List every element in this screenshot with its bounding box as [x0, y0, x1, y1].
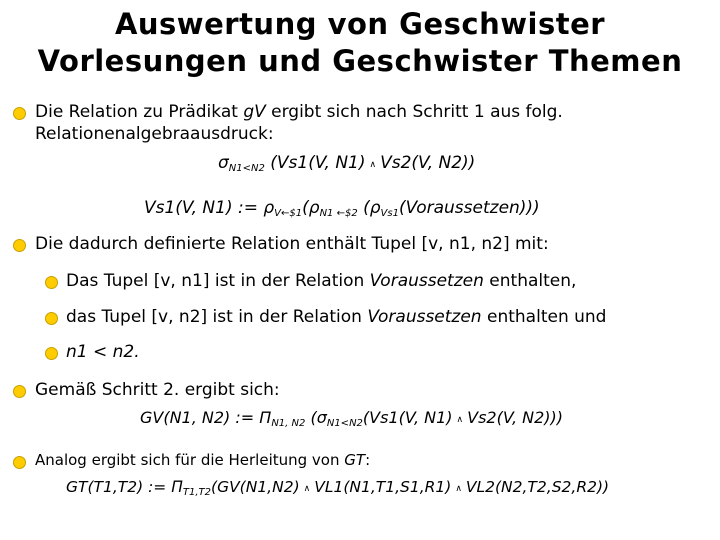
bullet-4-predicate: GT — [344, 451, 366, 469]
formula-4-lhs: GT(T1,T2) := — [66, 478, 167, 496]
title-line-2: Vorlesungen und Geschwister Themen — [37, 44, 683, 78]
bullet-4-icon — [13, 456, 26, 469]
sigma-symbol: σ — [316, 408, 327, 427]
rho-symbol: ρ — [263, 198, 275, 218]
and-operator: ∧ — [303, 484, 311, 494]
formula-projection-gt — [66, 478, 609, 498]
sub-bullet-1-icon — [45, 276, 58, 289]
paren: ( — [302, 198, 309, 218]
bullet-1-line2: Relationenalgebraausdruck: — [35, 124, 274, 144]
sigma-subscript: N1<N2 — [326, 418, 363, 429]
sub-bullet-1-part1: Das Tupel [v, n1] ist in der Relation — [66, 271, 365, 291]
slide-title — [0, 6, 720, 80]
bullet-1-icon — [13, 107, 26, 120]
title-line-1: Auswertung von Geschwister — [114, 7, 606, 41]
pi-subscript: N1, N2 — [271, 418, 306, 429]
formula-2-lhs: Vs1(V, N1) := — [144, 198, 258, 218]
rho-symbol: ρ — [369, 198, 381, 218]
bullet-3-icon — [13, 385, 26, 398]
rho-subscript: N1 ←$2 — [319, 208, 358, 219]
formula-4-vl2: VL2(N2,T2,S2,R2)) — [465, 478, 610, 496]
bullet-4-part1: Analog ergibt sich für die Herleitung von — [35, 451, 340, 469]
formula-2-end: (Voraussetzen))) — [398, 198, 540, 218]
bullet-3-text: Gemäß Schritt 2. ergibt sich: — [35, 380, 280, 400]
formula-4-vl1: VL1(N1,T1,S1,R1) — [314, 478, 452, 496]
paren: ( — [310, 408, 317, 427]
sub-bullet-1-text — [66, 270, 576, 292]
and-operator: ∧ — [369, 160, 377, 170]
sigma-symbol: σ — [218, 153, 229, 173]
bullet-1-text — [35, 101, 563, 123]
bullet-1-predicate: gV — [243, 102, 266, 122]
formula-3-right: Vs2(V, N2))) — [467, 408, 563, 427]
formula-projection-gv — [140, 408, 563, 429]
formula-4-gv: (GV(N1,N2) — [211, 478, 300, 496]
sub-bullet-1-part2: enthalten, — [489, 271, 577, 291]
formula-rename — [144, 198, 540, 219]
sub-bullet-2-icon — [45, 312, 58, 325]
bullet-1-part1: Die Relation zu Prädikat — [35, 102, 238, 122]
bullet-1-part2: ergibt sich nach Schritt 1 aus folg. — [271, 102, 563, 122]
sub-bullet-3-icon — [45, 347, 58, 360]
formula-1-right: Vs2(V, N2)) — [380, 153, 476, 173]
sub-bullet-2-part2: enthalten und — [487, 307, 607, 327]
sub-bullet-2-part1: das Tupel [v, n2] ist in der Relation — [66, 307, 362, 327]
pi-subscript: T1,T2 — [182, 487, 212, 498]
rho-symbol: ρ — [308, 198, 320, 218]
rho-subscript: Vs1 — [380, 208, 399, 219]
pi-symbol: Π — [171, 478, 183, 496]
formula-1-left: (Vs1(V, N1) — [270, 153, 366, 173]
sub-bullet-3-text: n1 < n2. — [66, 342, 140, 362]
relation-name: Voraussetzen — [367, 307, 482, 327]
relation-name: Voraussetzen — [369, 271, 484, 291]
formula-selection — [218, 153, 475, 174]
formula-3-lhs: GV(N1, N2) := — [140, 408, 255, 427]
rho-subscript: V←$1 — [274, 208, 303, 219]
bullet-2-text: Die dadurch definierte Relation enthält Tupel [v, n1, n2] mit: — [35, 234, 549, 254]
formula-3-left: (Vs1(V, N1) — [362, 408, 453, 427]
sigma-subscript: N1<N2 — [228, 163, 265, 174]
bullet-2-icon — [13, 239, 26, 252]
paren: ( — [363, 198, 370, 218]
sub-bullet-2-text — [66, 306, 606, 328]
bullet-4-text — [35, 449, 370, 471]
and-operator: ∧ — [455, 484, 462, 494]
pi-symbol: Π — [259, 408, 272, 427]
colon: : — [365, 451, 371, 469]
and-operator: ∧ — [456, 415, 464, 425]
